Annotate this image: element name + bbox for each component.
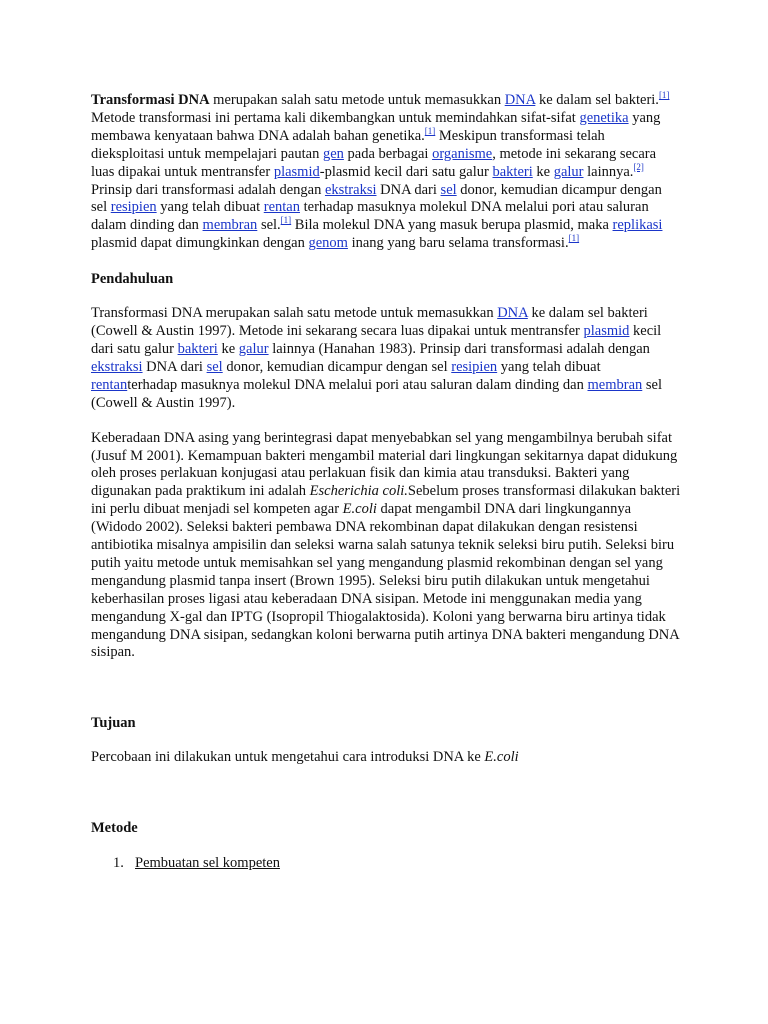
link-sel-2[interactable]: sel	[206, 358, 223, 375]
tujuan-paragraph: Percobaan ini dilakukan untuk mengetahui cara introduksi DNA ke E.coli	[91, 749, 519, 766]
metode-list	[91, 854, 681, 872]
link-membran-2[interactable]: membran	[587, 376, 643, 393]
link-resipien-2[interactable]: resipien	[451, 358, 498, 375]
link-dna[interactable]: DNA	[504, 92, 536, 108]
link-resipien[interactable]: resipien	[110, 199, 157, 216]
link-ekstraksi-2[interactable]: ekstraksi	[91, 358, 143, 375]
list-item	[91, 854, 681, 872]
link-genetika[interactable]: genetika	[579, 109, 629, 126]
link-sel[interactable]: sel	[440, 181, 457, 198]
link-gen[interactable]: gen	[322, 145, 344, 162]
intro-paragraph: Transformasi DNA merupakan salah satu metode untuk memasukkan DNA ke dalam sel bakteri.[1] Metode transformasi ini pertama kali dikembangkan untuk memindahkan sifat-sifat genetika yang membawa kenyataan bahwa DNA adalah bahan genetika.[1] Meskipun transformasi telah dieksploitasi untuk mempelajari pautan gen pada berbagai organisme, metode ini sekarang secara luas dipakai untuk mentransfer plasmid-plasmid kecil dari satu galur bakteri ke galur lainnya.[2] Prinsip dari transformasi adalah dengan ekstraksi DNA dari sel donor, kemudian dicampur dengan sel resipien yang telah dibuat rentan terhadap masuknya molekul DNA melalui pori atau saluran dalam dinding dan membran sel.[1] Bila molekul DNA yang masuk berupa plasmid, maka replikasi plasmid dapat dimungkinkan dengan genom inang yang baru selama transformasi.[1]	[91, 90, 670, 252]
link-galur[interactable]: galur	[553, 163, 584, 180]
intro-title: Transformasi DNA	[91, 92, 210, 108]
link-membran[interactable]: membran	[202, 217, 258, 234]
link-dna-2[interactable]: DNA	[497, 305, 528, 322]
link-bakteri[interactable]: bakteri	[492, 163, 533, 180]
ref-link-1[interactable]: [1]	[658, 90, 670, 100]
document-body	[91, 92, 681, 872]
link-rentan[interactable]: rentan	[263, 199, 300, 216]
heading-metode: Metode	[91, 820, 138, 837]
list-item-number: 1.	[113, 855, 124, 872]
heading-tujuan: Tujuan	[91, 715, 136, 732]
pendahuluan-paragraph-2: Keberadaan DNA asing yang berintegrasi dapat menyebabkan sel yang mengambilnya berubah sifat (Jusuf M 2001). Kemampuan bakteri mengambil material dari lingkungan sekitarnya dapat didukung oleh proses perlakuan konjugasi atau perlakuan fisik dan kimia atau transduksi. Bakteri yang digunakan pada praktikum ini adalah Escherichia coli.Sebelum proses transformasi dilakukan bakteri ini perlu dibuat menjadi sel kompeten agar E.coli dapat mengambil DNA dari lingkungannya (Widodo 2002). Seleksi bakteri pembawa DNA rekombinan dapat dilakukan dengan resistensi antibiotika misalnya ampisilin dan seleksi warna salah satunya teknik seleksi biru putih. Seleksi biru putih yaitu metode untuk memisahkan sel yang mengandung plasmid rekombinan dengan sel yang mengandung plasmid tanpa insert (Brown 1995). Seleksi biru putih dilakukan untuk mengetahui keberhasilan proses ligasi atau keberadaan DNA sisipan. Metode ini menggunakan media yang mengandung X-gal dan IPTG (Isopropil Thiogalaktosida). Koloni yang berwarna biru artinya tidak mengandung DNA sisipan, sedangkan koloni berwarna putih artinya DNA bakteri mengandung DNA sisipan.	[91, 429, 681, 661]
ref-link-4[interactable]: [1]	[280, 215, 292, 226]
link-ekstraksi[interactable]: ekstraksi	[324, 181, 377, 198]
link-organisme[interactable]: organisme	[432, 145, 493, 162]
heading-pendahuluan: Pendahuluan	[91, 271, 174, 288]
pendahuluan-paragraph-1: Transformasi DNA merupakan salah satu metode untuk memasukkan DNA ke dalam sel bakteri (Cowell & Austin 1997). Metode ini sekarang secara luas dipakai untuk mentransfer plasmid kecil dari satu galur bakteri ke galur lainnya (Hanahan 1983). Prinsip dari transformasi adalah dengan ekstraksi DNA dari sel donor, kemudian dicampur dengan sel resipien yang telah dibuat rentanterhadap masuknya molekul DNA melalui pori atau saluran dalam dinding dan membran sel (Cowell & Austin 1997).	[91, 305, 662, 411]
list-item-label: Pembuatan sel kompeten	[135, 855, 280, 872]
link-rentan-2[interactable]: rentan	[91, 376, 128, 393]
link-plasmid-2[interactable]: plasmid	[583, 323, 630, 340]
link-bakteri-2[interactable]: bakteri	[177, 340, 218, 357]
ref-link-2[interactable]: [1]	[424, 125, 436, 136]
link-plasmid[interactable]: plasmid	[273, 163, 320, 180]
link-replikasi[interactable]: replikasi	[612, 217, 663, 234]
link-galur-2[interactable]: galur	[238, 340, 269, 357]
ref-link-3[interactable]: [2]	[633, 161, 644, 172]
ref-link-5[interactable]: [1]	[568, 233, 580, 244]
link-genom[interactable]: genom	[308, 235, 348, 252]
